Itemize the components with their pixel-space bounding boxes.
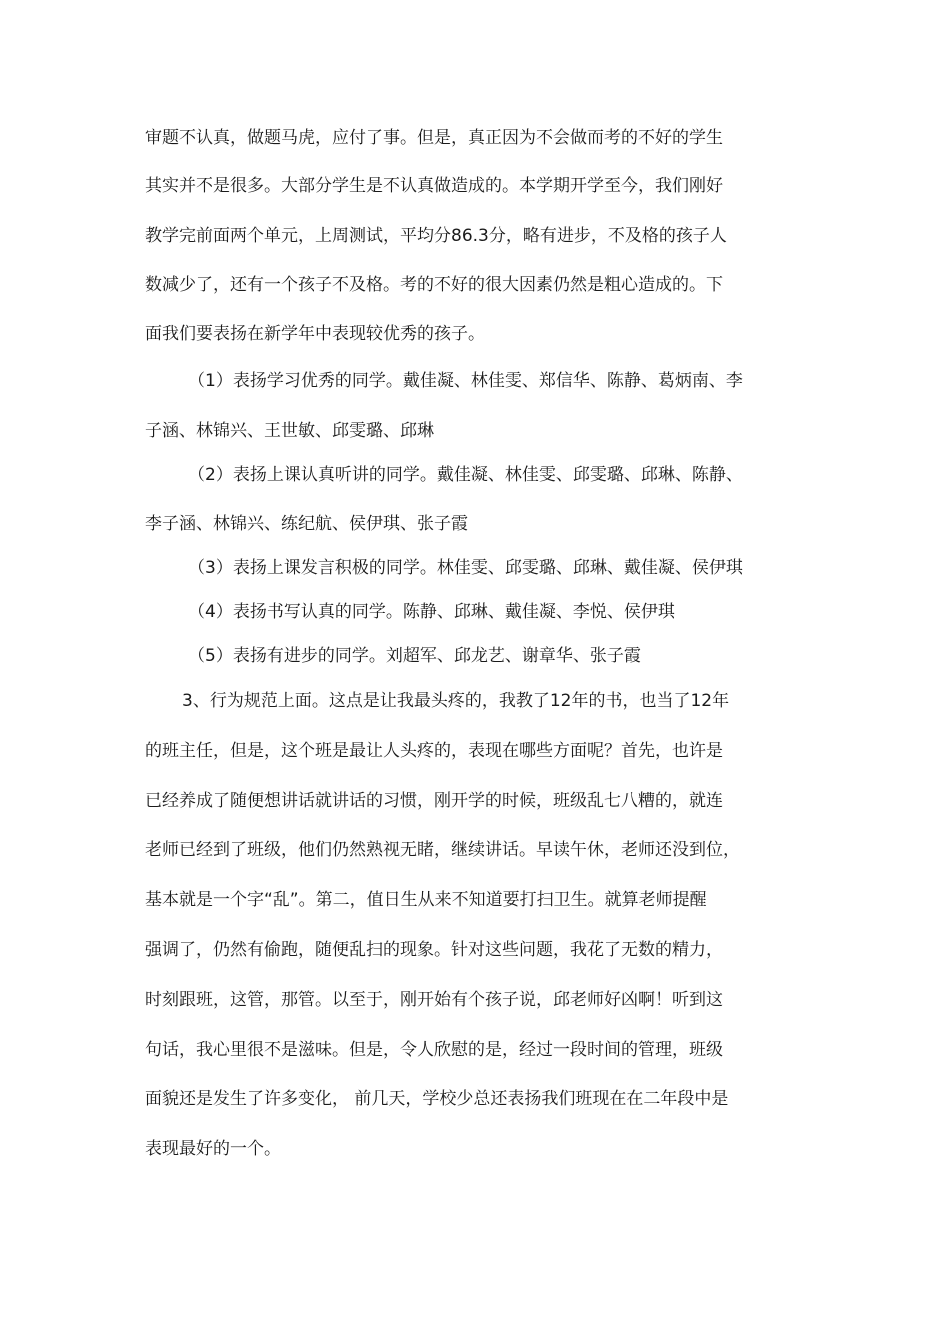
text-line: 其实并不是很多。大部分学生是不认真做造成的。本学期开学至今，我们刚好	[145, 176, 723, 196]
text-line: 审题不认真，做题马虎，应付了事。但是，真正因为不会做而考的不好的学生	[145, 128, 723, 148]
praise-item-5: （5）表扬有进步的同学。刘超军、邱龙艺、谢章华、张子霞	[188, 646, 641, 666]
text-line: 数减少了，还有一个孩子不及格。考的不好的很大因素仍然是粗心造成的。下	[145, 275, 723, 295]
text-line: 时刻跟班，这管，那管。以至于，刚开始有个孩子说，邱老师好凶啊！听到这	[145, 990, 723, 1010]
praise-item-2: （2）表扬上课认真听讲的同学。戴佳凝、林佳雯、邱雯璐、邱琳、陈静、	[188, 465, 743, 485]
text-line: 已经养成了随便想讲话就讲话的习惯，刚开学的时候，班级乱七八糟的，就连	[145, 791, 723, 811]
praise-item-3: （3）表扬上课发言积极的同学。林佳雯、邱雯璐、邱琳、戴佳凝、侯伊琪	[188, 558, 743, 578]
text-line: 面我们要表扬在新学年中表现较优秀的孩子。	[145, 324, 485, 344]
text-line: 的班主任，但是，这个班是最让人头疼的，表现在哪些方面呢？首先，也许是	[145, 741, 723, 761]
text-line: 表现最好的一个。	[145, 1139, 281, 1159]
text-line: 教学完前面两个单元，上周测试，平均分86.3分，略有进步，不及格的孩子人	[145, 226, 727, 246]
text-line: 强调了，仍然有偷跑，随便乱扫的现象。针对这些问题，我花了无数的精力，	[145, 940, 723, 960]
text-line: 句话，我心里很不是滋味。但是，令人欣慰的是，经过一段时间的管理，班级	[145, 1040, 723, 1060]
praise-item-4: （4）表扬书写认真的同学。陈静、邱琳、戴佳凝、李悦、侯伊琪	[188, 602, 675, 622]
praise-item-2-continued: 李子涵、林锦兴、练纪航、侯伊琪、张子霞	[145, 514, 468, 534]
section-3-heading-line: 3、行为规范上面。这点是让我最头疼的，我教了12年的书，也当了12年	[182, 691, 730, 711]
praise-item-1-continued: 子涵、林锦兴、王世敏、邱雯璐、邱琳	[145, 421, 434, 441]
praise-item-1: （1）表扬学习优秀的同学。戴佳凝、林佳雯、郑信华、陈静、葛炳南、李	[188, 371, 743, 391]
text-line: 基本就是一个字“乱”。第二，值日生从来不知道要打扫卫生。就算老师提醒	[145, 890, 707, 910]
text-line: 面貌还是发生了许多变化， 前几天，学校少总还表扬我们班现在在二年段中是	[145, 1089, 729, 1109]
text-line: 老师已经到了班级，他们仍然熟视无睹，继续讲话。早读午休，老师还没到位，	[145, 840, 740, 860]
